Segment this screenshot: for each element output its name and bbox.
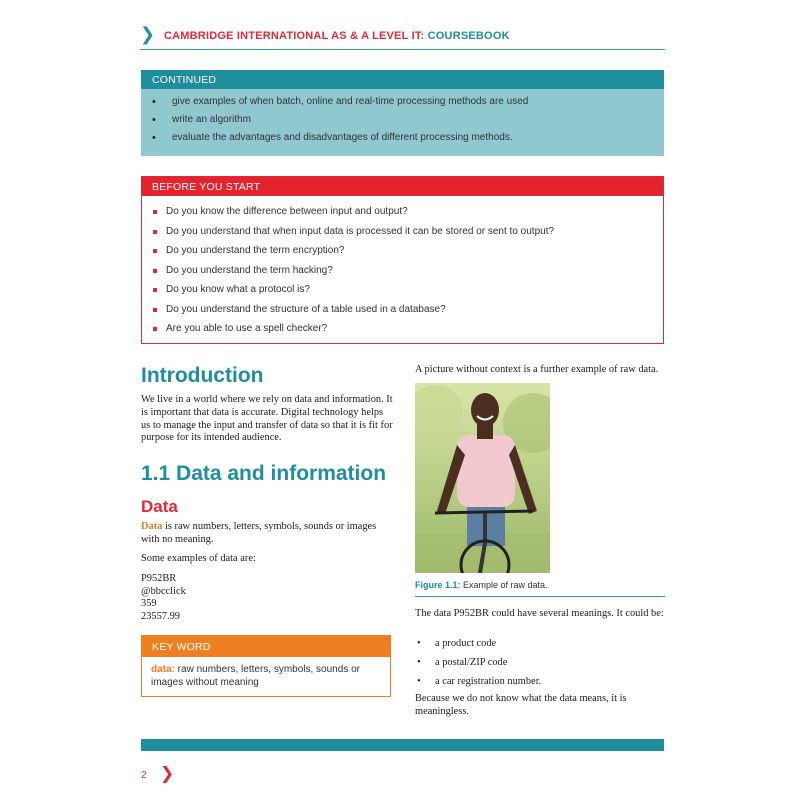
- sample-item: @bbcclick: [141, 585, 186, 597]
- chevron-right-icon: ❯: [160, 764, 175, 784]
- definition-text: is raw numbers, letters, symbols, sounds or images with no meaning.: [141, 521, 377, 545]
- list-item: • write an algorithm: [152, 111, 664, 129]
- raw-data-meanings-list: [415, 638, 541, 695]
- examples-intro: Some examples of data are:: [141, 553, 256, 564]
- list-item: • evaluate the advantages and disadvantages of different processing methods.: [152, 129, 664, 147]
- chevron-right-icon: ❯: [140, 24, 156, 45]
- sample-item: P952BR: [141, 573, 177, 584]
- list-item: • a product code: [415, 638, 541, 657]
- figure-caption-text: Example of raw data.: [460, 580, 548, 590]
- before-you-start-label: BEFORE YOU START: [142, 177, 663, 196]
- continued-label: CONTINUED: [141, 70, 664, 89]
- data-samples: [141, 573, 186, 623]
- list-item: Do you know what a protocol is?: [152, 280, 663, 300]
- list-item: Do you understand the term hacking?: [152, 261, 663, 281]
- figure-caption-label: Figure 1.1:: [415, 580, 461, 590]
- before-you-start-box: [141, 176, 664, 344]
- key-word-definition: raw numbers, letters, symbols, sounds or images without meaning: [151, 664, 360, 688]
- definition-term: Data: [141, 521, 163, 532]
- introduction-text: We live in a world where we rely on data and information. It is important that data is accurate. Digital technology helps us to manage the input and transfer of data so that it is fit for purpose for its intended audience.: [141, 394, 393, 444]
- raw-data-conclusion: Because we do not know what the data means, it is meaningless.: [415, 693, 627, 717]
- key-word-box: [141, 635, 391, 697]
- data-definition: [141, 521, 393, 547]
- list-item: Are you able to use a spell checker?: [152, 319, 663, 339]
- list-item: Do you know the difference between input and output?: [152, 202, 663, 222]
- book-title: [164, 30, 510, 42]
- figure-caption: [415, 580, 665, 597]
- list-item: • a postal/ZIP code: [415, 657, 541, 676]
- data-subheading: Data: [141, 497, 178, 516]
- sample-item: 23557.99: [141, 610, 180, 622]
- section-heading: 1.1 Data and information: [141, 462, 387, 485]
- list-item: Do you understand the structure of a table used in a database?: [152, 300, 663, 320]
- raw-data-intro: The data P952BR could have several meanings. It could be:: [415, 608, 664, 619]
- continued-box: [141, 70, 664, 156]
- man-on-bicycle-image: [415, 383, 550, 573]
- before-you-start-list: [142, 196, 663, 339]
- key-word-label: KEY WORD: [142, 636, 390, 657]
- footer-bar: [141, 739, 664, 751]
- page-number: 2: [141, 770, 147, 781]
- key-word-term: data:: [151, 664, 175, 675]
- list-item: Do you understand the term encryption?: [152, 241, 663, 261]
- list-item: • give examples of when batch, online and real-time processing methods are used: [152, 93, 664, 111]
- continued-list: [141, 89, 664, 147]
- page-header: [140, 24, 665, 50]
- list-item: • a car registration number.: [415, 676, 541, 695]
- book-title-type: COURSEBOOK: [427, 30, 510, 42]
- figure-lead-text: A picture without context is a further example of raw data.: [415, 364, 659, 375]
- introduction-heading: Introduction: [141, 364, 264, 387]
- key-word-text: [142, 657, 390, 695]
- list-item: Do you understand that when input data is processed it can be stored or sent to output?: [152, 222, 663, 242]
- raw-data-photo: [415, 383, 550, 573]
- book-title-series: CAMBRIDGE INTERNATIONAL AS & A LEVEL IT:: [164, 30, 428, 42]
- sample-item: 359: [141, 598, 157, 610]
